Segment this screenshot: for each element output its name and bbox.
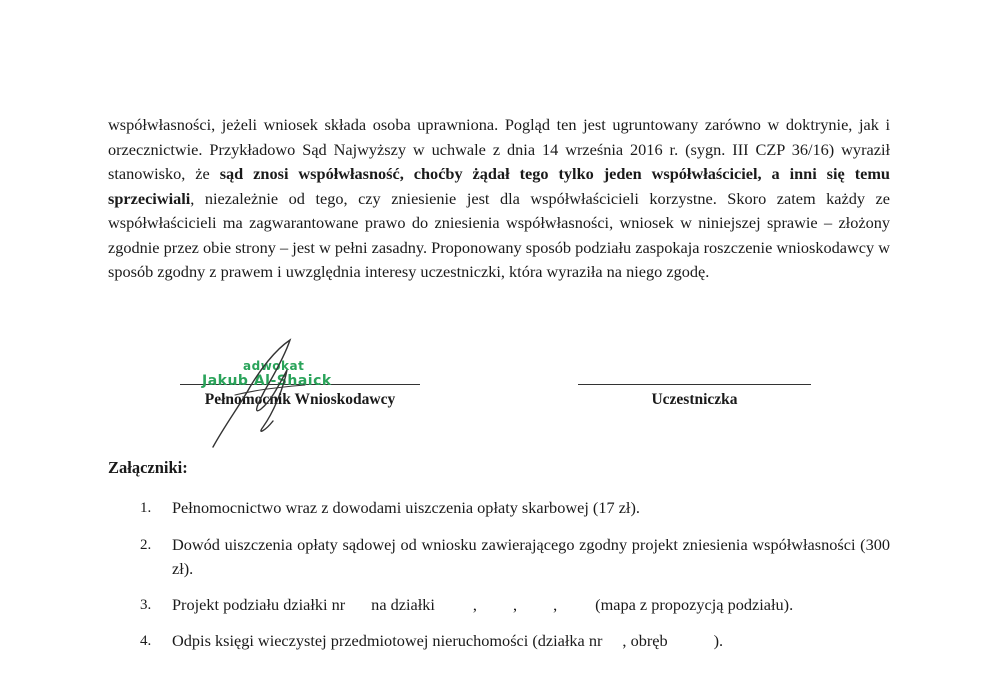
stamp-title: adwokat [243, 359, 305, 373]
list-number: 4. [140, 633, 152, 649]
signature-line [180, 384, 420, 385]
signature-line [578, 384, 811, 385]
paragraph-text-end: , niezależnie od tego, czy zniesienie jest dla współwłaścicieli korzystne. Skoro zatem każdy ze współwłaścicieli ma zagwarantowane prawo do zniesienia współwłasności, wniosek w niniejszej sprawie – złożony zgodnie przez obie strony – jest w pełni zasadny. Proponowany sposób podziału zaspokaja roszczenie wnioskodawcy w sposób zgodny z prawem i uwzględnia interesy uczestniczki, która wyraziła na niego zgodę. [108, 188, 890, 281]
list-item-text: Dowód uiszczenia opłaty sądowej od wniosku zawierającego zgodny projekt zniesienia współwłasności (300 zł). [172, 534, 890, 578]
list-item-text: , obręb [622, 631, 668, 650]
list-item-text: Odpis księgi wieczystej przedmiotowej nieruchomości (działka nr [172, 631, 603, 650]
list-item [108, 496, 890, 521]
list-item-text: , [553, 594, 558, 614]
paragraph-text-start: współwłasności, jeżeli wniosek składa osoba uprawniona. Pogląd ten jest ugruntowany zarówno w doktrynie, jak i orzecznictwie. Przykładowo Sąd Najwyższy w uchwale z dnia 14 września 2016 r. (sygn. III CZP 36/16) wyraził stanowisko, że [108, 115, 890, 183]
list-item-text: Projekt podziału działki nr [172, 594, 346, 614]
list-item-text: Pełnomocnictwo wraz z dowodami uiszczenia opłaty skarbowej (17 zł). [172, 498, 640, 517]
signature-block-attorney [180, 384, 420, 409]
attachments-list [108, 496, 890, 654]
list-number: 2. [140, 536, 152, 553]
list-number: 3. [140, 596, 152, 613]
signature-block-participant [578, 384, 811, 409]
justification-paragraph [108, 113, 890, 285]
list-item [108, 593, 890, 618]
list-item [108, 533, 890, 582]
list-item-text: , [472, 594, 477, 614]
list-item-text: (mapa z propozycją podziału). [595, 594, 794, 614]
attachments-heading: Załączniki: [108, 458, 188, 477]
list-item-text: , [513, 594, 518, 614]
paragraph-bold-quote: sąd znosi współwłasność, choćby żądał tego tylko jeden współwłaściciel, a inni się temu sprzeciwiali [108, 164, 890, 208]
list-item-text: na działki [371, 594, 435, 614]
list-item-text: ). [713, 631, 724, 650]
stamp-name: Jakub Al-Shaick [202, 373, 332, 389]
list-item [108, 629, 890, 654]
signature-label-attorney: Pełnomocnik Wnioskodawcy [204, 391, 396, 408]
list-number: 1. [140, 500, 152, 516]
signature-label-participant: Uczestniczka [651, 391, 738, 408]
